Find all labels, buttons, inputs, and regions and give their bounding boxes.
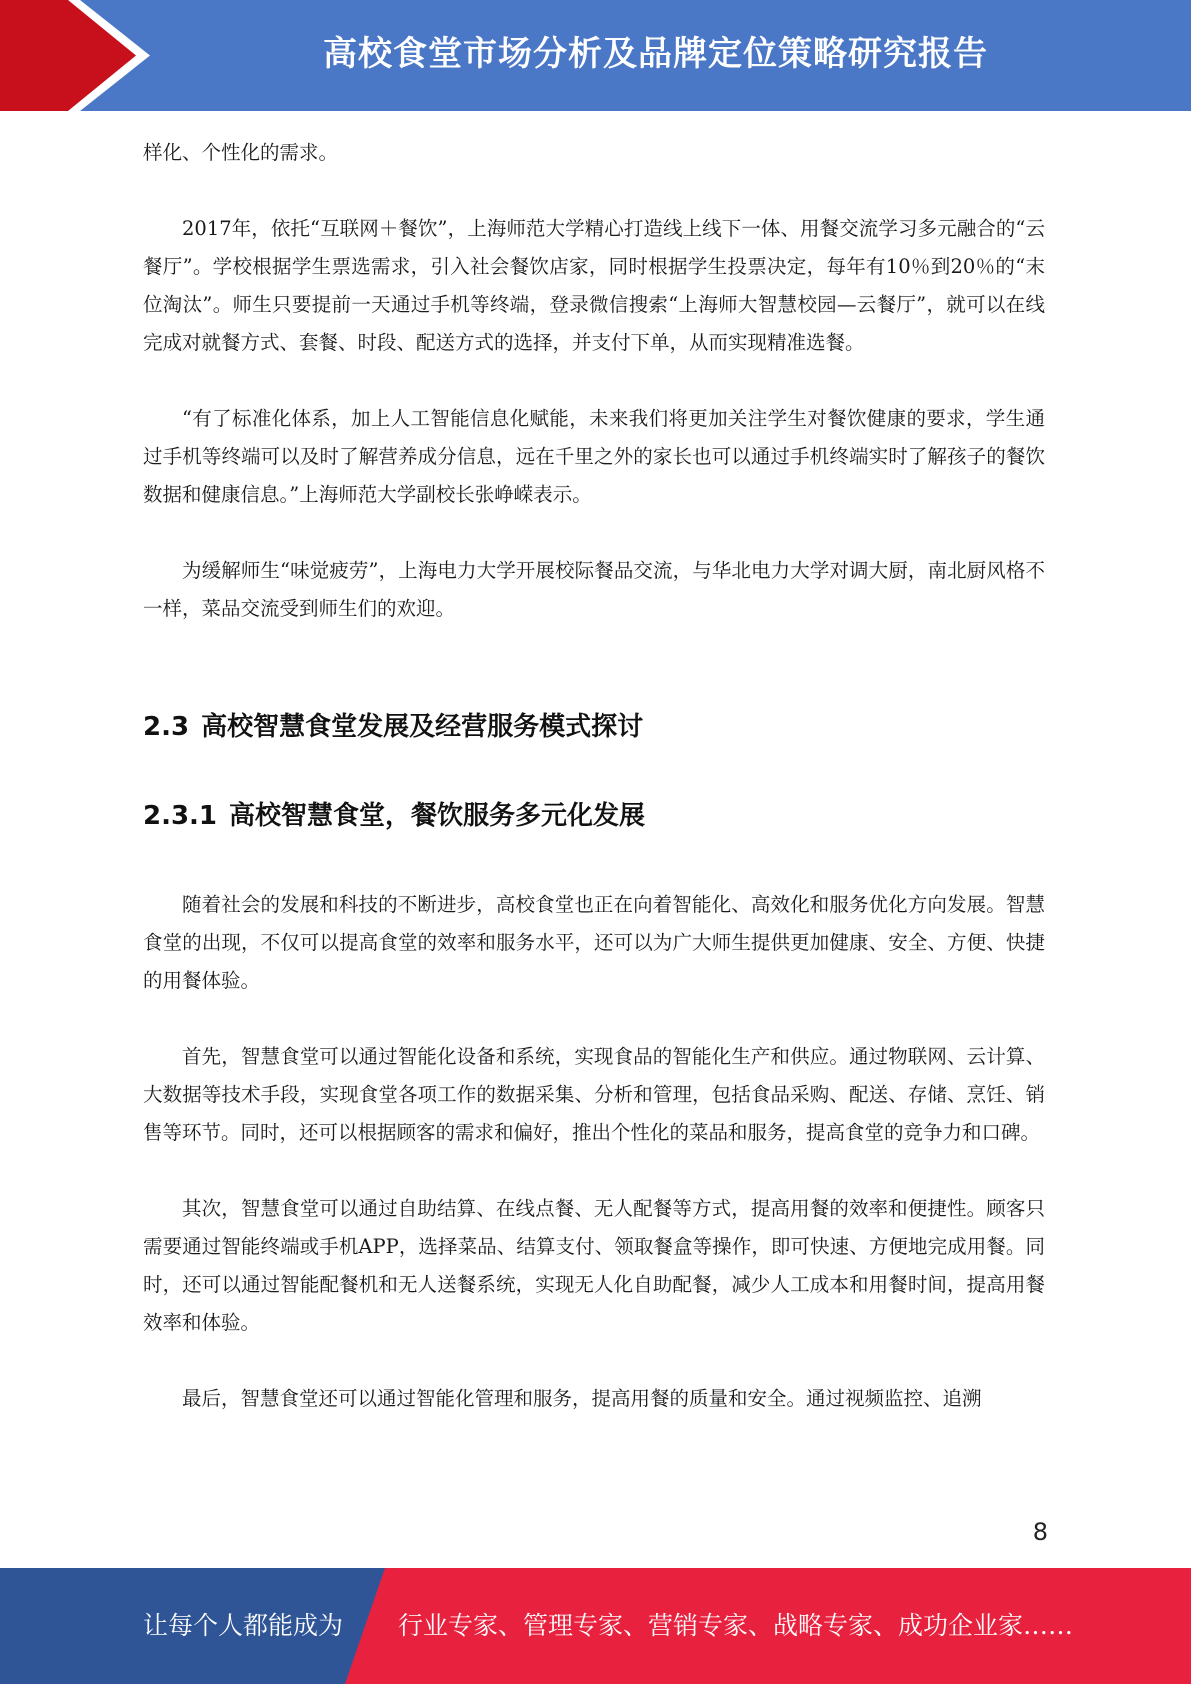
paragraph-quote: “有了标准化体系，加上人工智能信息化赋能，未来我们将更加关注学生对餐饮健康的要求，学生通过手机等终端可以及时了解营养成分信息，远在千里之外的家长也可以通过手机终端实时了解孩子的餐饮数据和健康信息。”上海师范大学副校长张峥嵘表示。 bbox=[143, 407, 1045, 506]
footer-slogan-left: 让每个人都能成为 bbox=[143, 1611, 344, 1640]
paragraph-first: 首先，智慧食堂可以通过智能化设备和系统，实现食品的智能化生产和供应。通过物联网、云计算、大数据等技术手段，实现食堂各项工作的数据采集、分析和管理，包括食品采购、配送、存储、烹饪、销售等环节。同时，还可以根据顾客的需求和偏好，推出个性化的菜品和服务，提高食堂的竞争力和口碑。 bbox=[143, 1045, 1045, 1144]
paragraph-taste-fatigue: 为缓解师生“味觉疲劳”，上海电力大学开展校际餐品交流，与华北电力大学对调大厨，南北厨风格不一样，菜品交流受到师生们的欢迎。 bbox=[143, 559, 1045, 620]
subsection-number: 2.3.1 bbox=[143, 801, 218, 831]
paragraph-continuation: 样化、个性化的需求。 bbox=[143, 141, 339, 164]
page-number: 8 bbox=[1032, 1518, 1048, 1546]
section-heading-2-3 bbox=[143, 708, 1045, 746]
section-number: 2.3 bbox=[143, 712, 190, 742]
chevron-red-fill bbox=[0, 0, 136, 111]
paragraph-last: 最后，智慧食堂还可以通过智能化管理和服务，提高用餐的质量和安全。通过视频监控、追溯 bbox=[182, 1387, 982, 1410]
page-content bbox=[143, 134, 1045, 1418]
paragraph-development: 随着社会的发展和科技的不断进步，高校食堂也正在向着智能化、高效化和服务优化方向发展。智慧食堂的出现，不仅可以提高食堂的效率和服务水平，还可以为广大师生提供更加健康、安全、方便、快捷的用餐体验。 bbox=[143, 893, 1045, 992]
page-header bbox=[0, 0, 1191, 111]
paragraph-second: 其次，智慧食堂可以通过自助结算、在线点餐、无人配餐等方式，提高用餐的效率和便捷性。顾客只需要通过智能终端或手机APP，选择菜品、结算支付、领取餐盒等操作，即可快速、方便地完成用餐。同时，还可以通过智能配餐机和无人送餐系统，实现无人化自助配餐，减少人工成本和用餐时间，提高用餐效率和体验。 bbox=[143, 1197, 1045, 1334]
header-chevron-shape bbox=[0, 0, 160, 111]
subsection-title: 高校智慧食堂，餐饮服务多元化发展 bbox=[229, 801, 646, 831]
section-heading-2-3-1 bbox=[143, 797, 1045, 835]
footer-slogan-right: 行业专家、管理专家、营销专家、战略专家、成功企业家…… bbox=[398, 1611, 1074, 1640]
paragraph-cloud-restaurant: 2017年，依托“互联网＋餐饮”，上海师范大学精心打造线上线下一体、用餐交流学习多元融合的“云餐厅”。学校根据学生票选需求，引入社会餐饮店家，同时根据学生投票决定，每年有10％到20％的“末位淘汰”。师生只要提前一天通过手机等终端，登录微信搜索“上海师大智慧校园—云餐厅”，就可以在线完成对就餐方式、套餐、时段、配送方式的选择，并支付下单，从而实现精准选餐。 bbox=[143, 217, 1045, 354]
page-footer bbox=[0, 1568, 1191, 1684]
report-title: 高校食堂市场分析及品牌定位策略研究报告 bbox=[323, 34, 988, 74]
section-title: 高校智慧食堂发展及经营服务模式探讨 bbox=[201, 712, 644, 742]
